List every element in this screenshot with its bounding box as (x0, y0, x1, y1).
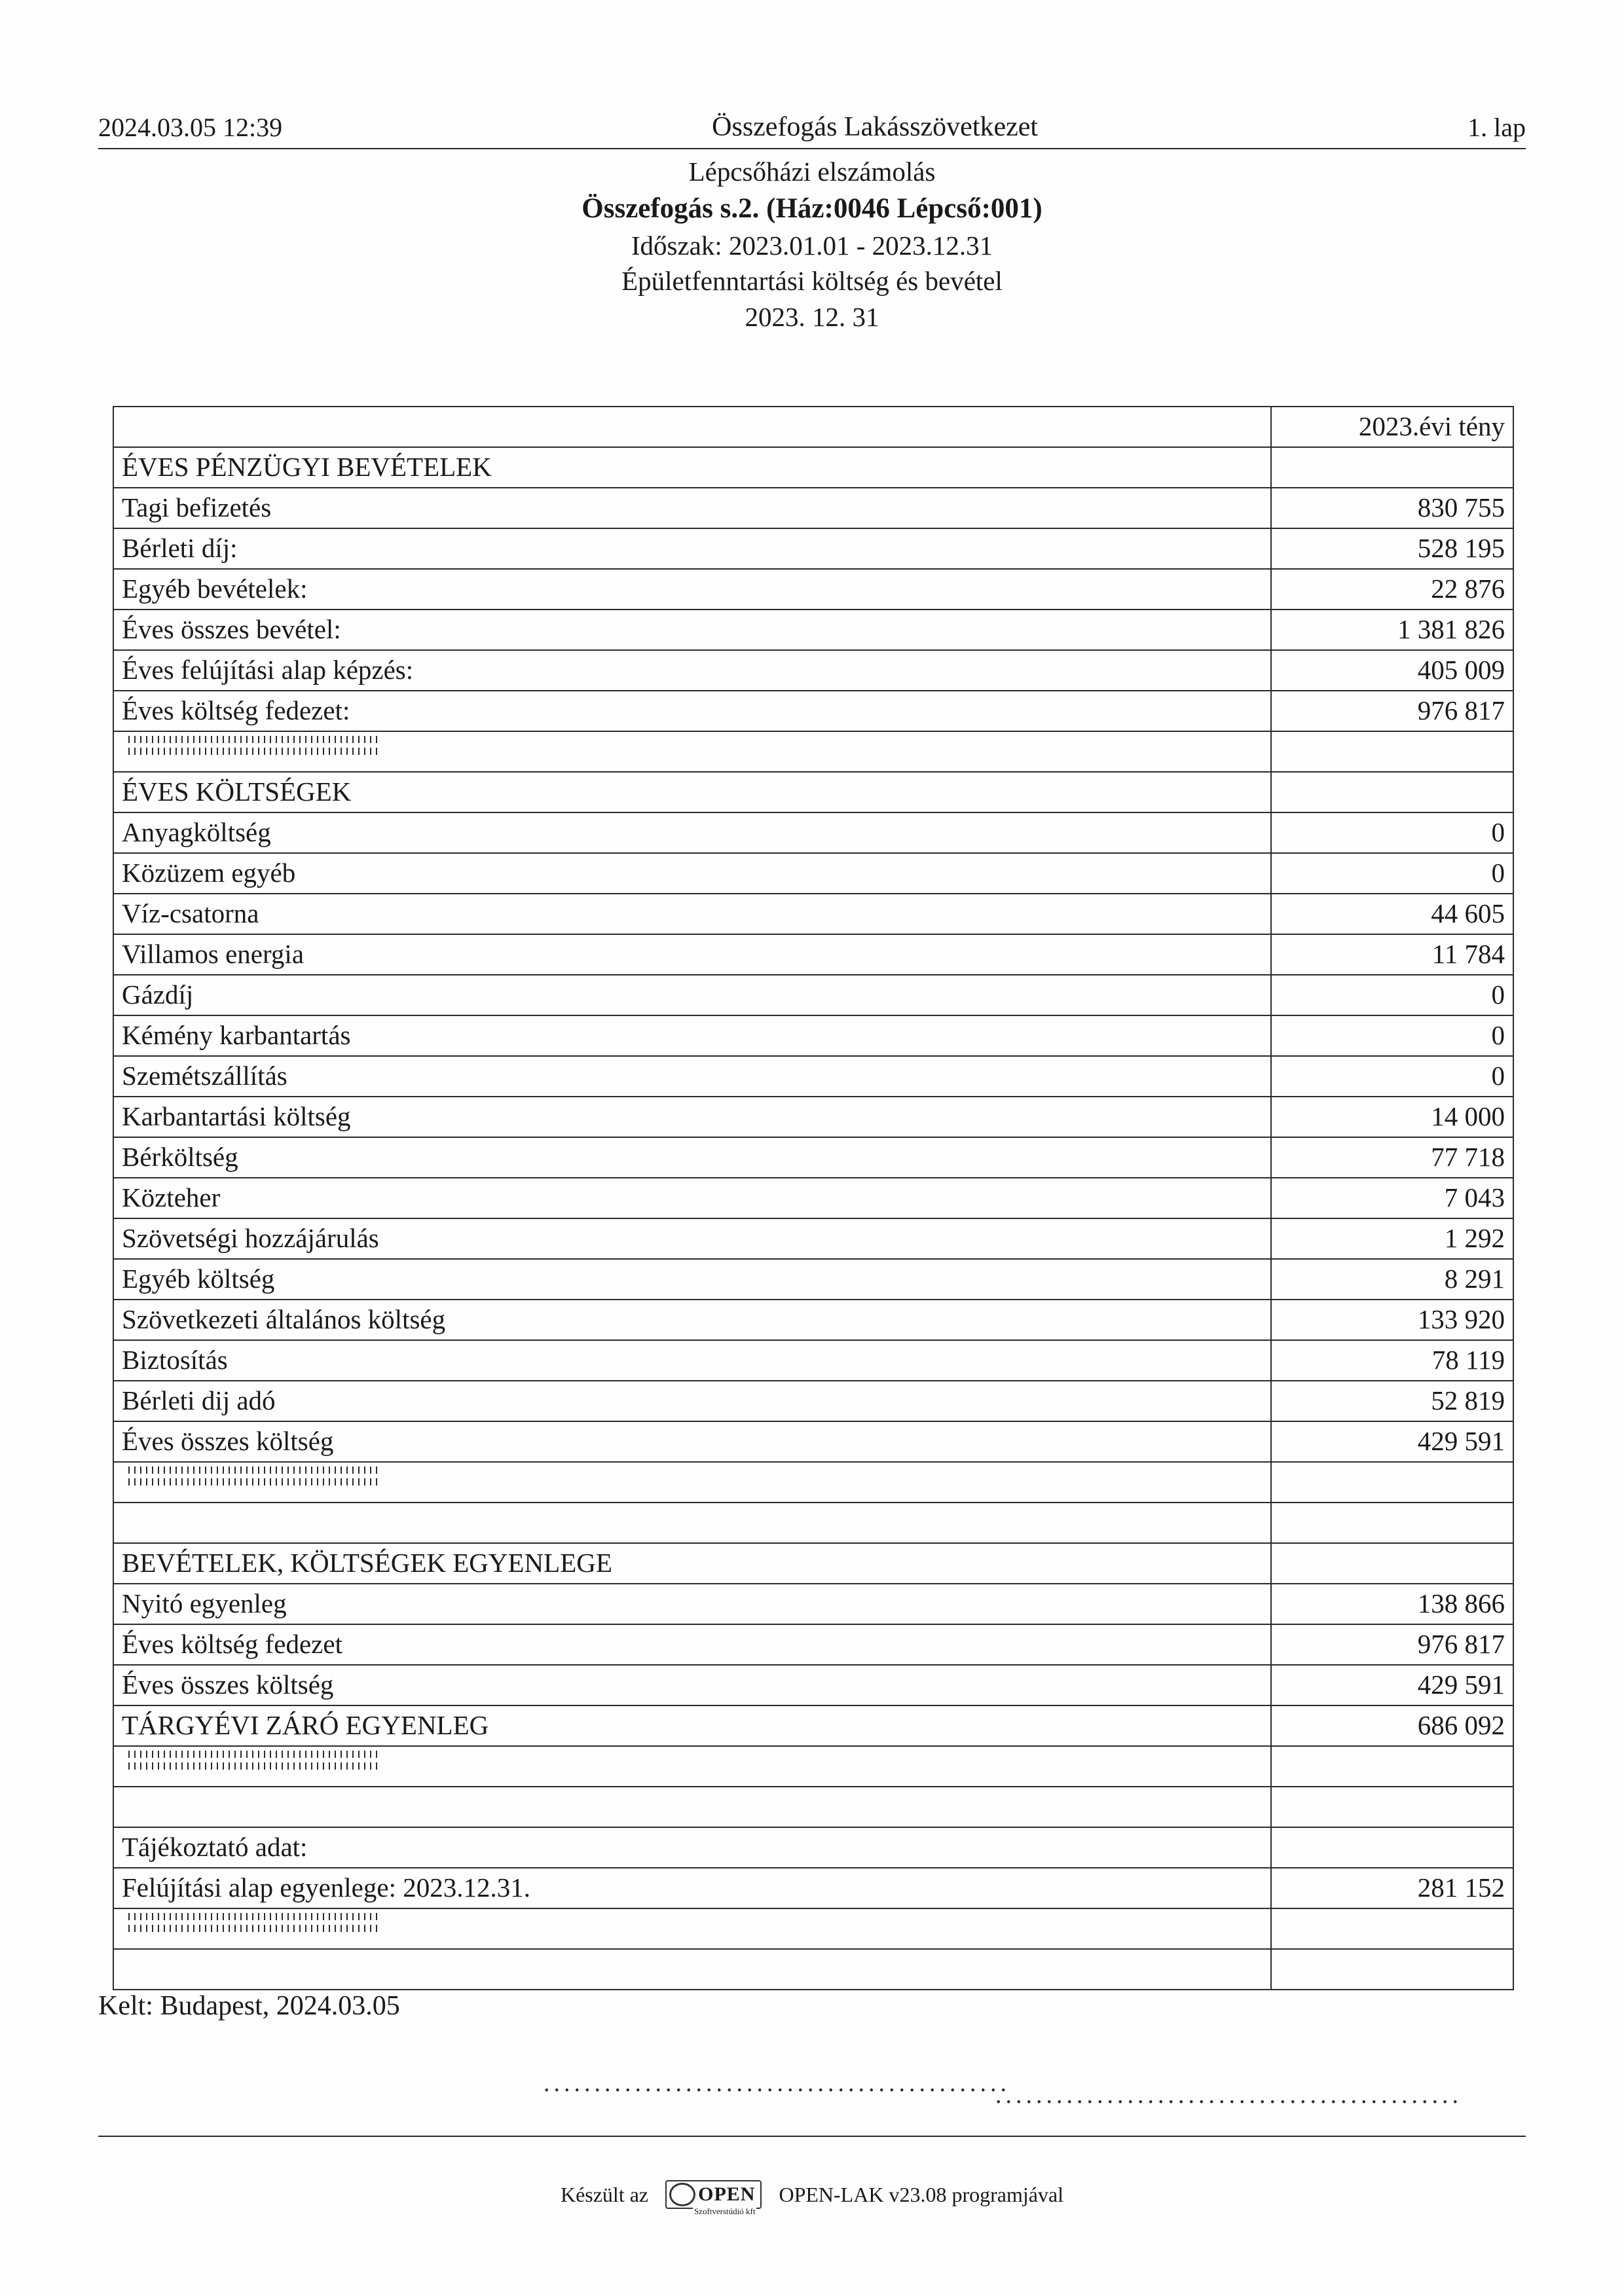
row-label: Bérleti díj: (113, 528, 1271, 569)
table-row (113, 1543, 1513, 1584)
row-label: Közteher (113, 1178, 1271, 1218)
row-label (113, 1908, 1271, 1949)
page-footer (98, 2180, 1526, 2216)
table-row (113, 1665, 1513, 1705)
row-value: 405 009 (1271, 650, 1513, 691)
header-organization: Összefogás Lakásszövetkezet (712, 112, 1039, 142)
title-line-4: Épületfenntartási költség és bevétel (621, 266, 1003, 297)
header-datetime: 2024.03.05 12:39 (98, 113, 283, 142)
row-value (1271, 1827, 1513, 1868)
row-value: 11 784 (1271, 934, 1513, 975)
signature-line-right: .............................................. (995, 2081, 1462, 2109)
table-row (113, 1503, 1513, 1543)
table-header-row (113, 407, 1513, 447)
row-label: Szövetkezeti általános költség (113, 1300, 1271, 1340)
table-row (113, 1908, 1513, 1949)
signature-line-left: .............................................. (544, 2069, 1010, 2097)
table-row (113, 1056, 1513, 1097)
row-label (113, 1949, 1271, 1990)
row-value: 976 817 (1271, 1624, 1513, 1665)
section-heading: BEVÉTELEK, KÖLTSÉGEK EGYENLEGE (113, 1543, 1271, 1584)
row-label: Szemétszállítás (113, 1056, 1271, 1097)
table-row (113, 1421, 1513, 1462)
row-value: 7 043 (1271, 1178, 1513, 1218)
row-label: Szövetségi hozzájárulás (113, 1218, 1271, 1259)
row-value (1271, 1787, 1513, 1827)
row-label: Éves költség fedezet (113, 1624, 1271, 1665)
row-label (113, 1787, 1271, 1827)
open-logo-icon (665, 2180, 762, 2216)
table-row (113, 1787, 1513, 1827)
footer-divider (98, 2136, 1526, 2137)
table-row (113, 894, 1513, 934)
row-label: Bérleti dij adó (113, 1381, 1271, 1421)
row-value: 78 119 (1271, 1340, 1513, 1381)
statement-table-body (113, 407, 1513, 1990)
hatch-pattern-icon (128, 736, 377, 765)
hatch-pattern-icon (128, 1467, 377, 1495)
row-label: Egyéb költség (113, 1259, 1271, 1300)
row-value (1271, 1746, 1513, 1787)
hatch-pattern-icon (128, 1913, 377, 1942)
row-label: Bérköltség (113, 1137, 1271, 1178)
table-row (113, 1015, 1513, 1056)
row-value (1271, 1503, 1513, 1543)
row-label (113, 1746, 1271, 1787)
title-line-5: 2023. 12. 31 (745, 302, 879, 333)
row-value: 0 (1271, 975, 1513, 1015)
row-value: 0 (1271, 1015, 1513, 1056)
footer-program-name: OPEN-LAK v23.08 programjával (779, 2182, 1064, 2206)
row-value: 133 920 (1271, 1300, 1513, 1340)
row-value: 44 605 (1271, 894, 1513, 934)
row-label: Éves költség fedezet: (113, 691, 1271, 731)
row-value: 14 000 (1271, 1097, 1513, 1137)
row-label: Tagi befizetés (113, 488, 1271, 528)
table-row (113, 853, 1513, 894)
table-row (113, 1340, 1513, 1381)
row-label: Gázdíj (113, 975, 1271, 1015)
row-label: Éves felújítási alap képzés: (113, 650, 1271, 691)
row-value (1271, 1462, 1513, 1503)
row-value (1271, 447, 1513, 488)
row-label: Közüzem egyéb (113, 853, 1271, 894)
row-label: Éves összes költség (113, 1665, 1271, 1705)
table-row (113, 1218, 1513, 1259)
row-label: Anyagköltség (113, 812, 1271, 853)
section-heading: ÉVES KÖLTSÉGEK (113, 772, 1271, 812)
signature-row (98, 2069, 1526, 2108)
row-value (1271, 772, 1513, 812)
row-value: 77 718 (1271, 1137, 1513, 1178)
table-row (113, 488, 1513, 528)
row-label: Éves összes bevétel: (113, 610, 1271, 650)
page-header (98, 111, 1526, 149)
row-label (113, 1503, 1271, 1543)
table-row (113, 1097, 1513, 1137)
row-label: Éves összes költség (113, 1421, 1271, 1462)
table-row (113, 1868, 1513, 1908)
table-row (113, 1705, 1513, 1746)
row-value: 281 152 (1271, 1868, 1513, 1908)
table-row (113, 1137, 1513, 1178)
statement-table (113, 406, 1514, 1990)
row-label: Tájékoztató adat: (113, 1827, 1271, 1868)
table-row (113, 772, 1513, 812)
table-row (113, 569, 1513, 610)
header-page-number: 1. lap (1467, 113, 1526, 142)
place-and-date: Kelt: Budapest, 2024.03.05 (98, 1991, 400, 2021)
table-row (113, 1259, 1513, 1300)
table-header-blank (113, 407, 1271, 447)
row-value: 138 866 (1271, 1584, 1513, 1624)
row-value: 52 819 (1271, 1381, 1513, 1421)
row-label: Felújítási alap egyenlege: 2023.12.31. (113, 1868, 1271, 1908)
table-row (113, 934, 1513, 975)
title-block (98, 154, 1526, 335)
table-row (113, 731, 1513, 772)
row-label (113, 731, 1271, 772)
table-row (113, 447, 1513, 488)
footer-made-by-label: Készült az (560, 2182, 649, 2206)
row-value: 429 591 (1271, 1665, 1513, 1705)
section-heading: ÉVES PÉNZÜGYI BEVÉTELEK (113, 447, 1271, 488)
row-label: Víz-csatorna (113, 894, 1271, 934)
row-value: 0 (1271, 853, 1513, 894)
row-value: 1 292 (1271, 1218, 1513, 1259)
table-header-value: 2023.évi tény (1271, 407, 1513, 447)
table-row (113, 1462, 1513, 1503)
table-row (113, 1584, 1513, 1624)
row-label: Nyitó egyenleg (113, 1584, 1271, 1624)
row-label: TÁRGYÉVI ZÁRÓ EGYENLEG (113, 1705, 1271, 1746)
row-value: 0 (1271, 1056, 1513, 1097)
row-value: 1 381 826 (1271, 610, 1513, 650)
row-value: 0 (1271, 812, 1513, 853)
hatch-pattern-icon (128, 1751, 377, 1779)
logo-subtitle: Szoftverstúdió kft (693, 2206, 756, 2216)
title-line-2: Összefogás s.2. (Ház:0046 Lépcső:001) (581, 192, 1043, 224)
row-label: Biztosítás (113, 1340, 1271, 1381)
statement-table-wrapper (113, 406, 1513, 1990)
table-row (113, 528, 1513, 569)
title-line-1: Lépcsőházi elszámolás (688, 156, 936, 187)
row-value (1271, 1908, 1513, 1949)
table-row (113, 610, 1513, 650)
table-row (113, 1827, 1513, 1868)
row-label: Kémény karbantartás (113, 1015, 1271, 1056)
row-value: 976 817 (1271, 691, 1513, 731)
logo-text: OPEN (698, 2183, 756, 2205)
row-label: Karbantartási költség (113, 1097, 1271, 1137)
table-row (113, 691, 1513, 731)
row-value: 429 591 (1271, 1421, 1513, 1462)
table-row (113, 1949, 1513, 1990)
row-value (1271, 731, 1513, 772)
row-label (113, 1462, 1271, 1503)
table-row (113, 650, 1513, 691)
row-label: Villamos energia (113, 934, 1271, 975)
table-row (113, 812, 1513, 853)
table-row (113, 975, 1513, 1015)
table-row (113, 1300, 1513, 1340)
table-row (113, 1746, 1513, 1787)
row-value (1271, 1543, 1513, 1584)
row-value (1271, 1949, 1513, 1990)
table-row (113, 1381, 1513, 1421)
row-value: 830 755 (1271, 488, 1513, 528)
table-row (113, 1624, 1513, 1665)
logo-oval-icon (669, 2183, 695, 2206)
row-value: 528 195 (1271, 528, 1513, 569)
row-value: 686 092 (1271, 1705, 1513, 1746)
table-row (113, 1178, 1513, 1218)
row-value: 22 876 (1271, 569, 1513, 610)
title-line-3: Időszak: 2023.01.01 - 2023.12.31 (631, 230, 993, 261)
row-label: Egyéb bevételek: (113, 569, 1271, 610)
row-value: 8 291 (1271, 1259, 1513, 1300)
